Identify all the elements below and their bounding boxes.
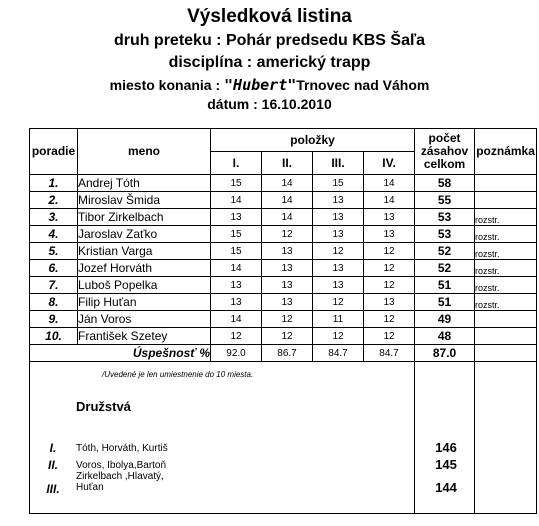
score-round-2-cell: 13 — [262, 294, 313, 311]
table-row — [30, 311, 537, 328]
rank-cell: 8. — [30, 294, 78, 311]
col-round-3-header: III. — [313, 152, 364, 175]
team-rank-3: III. — [46, 482, 60, 496]
score-round-3-cell: 13 — [313, 192, 364, 209]
total-cell: 52 — [415, 260, 475, 277]
success-row — [30, 345, 537, 362]
document-title: Výsledková listina — [187, 6, 352, 27]
success-round-3: 84.7 — [313, 345, 364, 362]
score-round-4-cell: 14 — [364, 192, 415, 209]
name-cell: Ján Voros — [78, 311, 211, 328]
total-cell: 58 — [415, 175, 475, 192]
discipline: disciplína : americký trapp — [168, 54, 371, 71]
note-cell — [475, 311, 537, 328]
score-round-4-cell: 12 — [364, 311, 415, 328]
table-row — [30, 294, 537, 311]
score-round-1-cell: 14 — [211, 311, 262, 328]
name-cell: Andrej Tóth — [78, 175, 211, 192]
rank-cell: 6. — [30, 260, 78, 277]
score-round-2-cell: 14 — [262, 192, 313, 209]
team-rank-1: I. — [49, 441, 57, 455]
total-cell: 48 — [415, 328, 475, 345]
score-round-1-cell: 14 — [211, 192, 262, 209]
teams-total-cell — [415, 362, 475, 514]
rank-cell: 5. — [30, 243, 78, 260]
team-members-1: Tóth, Horváth, Kurtiš — [76, 443, 168, 454]
total-cell: 53 — [415, 209, 475, 226]
venue-place: Trnovec nad Váhom — [296, 77, 430, 93]
note-cell: rozstr. — [475, 209, 537, 226]
note-cell: rozstr. — [475, 294, 537, 311]
score-round-3-cell: 11 — [313, 311, 364, 328]
venue-club: "Hubert" — [224, 76, 297, 94]
success-round-2: 86.7 — [262, 345, 313, 362]
score-round-2-cell: 13 — [262, 277, 313, 294]
col-round-2-header: II. — [262, 152, 313, 175]
rank-cell: 3. — [30, 209, 78, 226]
score-round-4-cell: 13 — [364, 209, 415, 226]
teams-title: Družstvá — [76, 399, 131, 414]
table-row — [30, 277, 537, 294]
venue-line — [0, 76, 539, 94]
name-cell: Jaroslav Zaťko — [78, 226, 211, 243]
note-cell: rozstr. — [475, 243, 537, 260]
name-cell: Kristian Varga — [78, 243, 211, 260]
team-total-1: 146 — [435, 440, 457, 455]
name-cell: Tibor Zirkelbach — [78, 209, 211, 226]
total-cell: 55 — [415, 192, 475, 209]
table-row — [30, 328, 537, 345]
note-cell — [475, 175, 537, 192]
col-rank-header: poradie — [30, 129, 78, 175]
team-members-2: Voros, Ibolya,Bartoň — [76, 460, 167, 471]
col-items-header: položky — [211, 129, 415, 152]
name-cell: Filip Huťan — [78, 294, 211, 311]
score-round-4-cell: 14 — [364, 175, 415, 192]
name-cell: František Szetey — [78, 328, 211, 345]
teams-cell — [30, 362, 415, 514]
team-rank-2: II. — [47, 458, 58, 472]
rank-cell: 2. — [30, 192, 78, 209]
teams-note-cell — [475, 362, 537, 514]
col-name-header: meno — [78, 129, 211, 175]
score-round-3-cell: 15 — [313, 175, 364, 192]
score-round-1-cell: 13 — [211, 277, 262, 294]
name-cell: Jozef Horváth — [78, 260, 211, 277]
rank-cell: 10. — [30, 328, 78, 345]
success-label: Úspešnosť % — [30, 345, 211, 362]
score-round-1-cell: 14 — [211, 260, 262, 277]
note-cell — [475, 192, 537, 209]
venue-prefix: miesto konania : — [109, 77, 225, 93]
score-round-1-cell: 13 — [211, 209, 262, 226]
score-round-1-cell: 15 — [211, 226, 262, 243]
table-row — [30, 226, 537, 243]
table-row — [30, 243, 537, 260]
table-row — [30, 192, 537, 209]
score-round-2-cell: 12 — [262, 226, 313, 243]
footnote: /Uvedené je len umiestnenie do 10 miesta. — [102, 370, 254, 379]
success-note — [475, 345, 537, 362]
rank-cell: 4. — [30, 226, 78, 243]
score-round-2-cell: 12 — [262, 328, 313, 345]
total-cell: 51 — [415, 277, 475, 294]
success-round-4: 84.7 — [364, 345, 415, 362]
score-round-4-cell: 12 — [364, 328, 415, 345]
score-round-1-cell: 13 — [211, 294, 262, 311]
score-round-4-cell: 12 — [364, 243, 415, 260]
col-total-header: počet zásahov celkom — [415, 129, 475, 175]
results-table — [29, 128, 537, 514]
score-round-3-cell: 13 — [313, 260, 364, 277]
rank-cell: 9. — [30, 311, 78, 328]
table-row — [30, 175, 537, 192]
score-round-1-cell: 15 — [211, 175, 262, 192]
score-round-1-cell: 12 — [211, 328, 262, 345]
score-round-2-cell: 13 — [262, 260, 313, 277]
note-cell — [475, 328, 537, 345]
score-round-4-cell: 12 — [364, 260, 415, 277]
score-round-4-cell: 12 — [364, 277, 415, 294]
event-date: dátum : 16.10.2010 — [207, 96, 332, 112]
col-round-4-header: IV. — [364, 152, 415, 175]
score-round-2-cell: 14 — [262, 175, 313, 192]
score-round-4-cell: 13 — [364, 226, 415, 243]
table-row — [30, 209, 537, 226]
score-round-2-cell: 14 — [262, 209, 313, 226]
total-cell: 49 — [415, 311, 475, 328]
score-round-2-cell: 12 — [262, 311, 313, 328]
results-body — [30, 175, 537, 345]
note-cell: rozstr. — [475, 226, 537, 243]
team-total-2: 145 — [435, 457, 457, 472]
score-round-3-cell: 12 — [313, 328, 364, 345]
success-total: 87.0 — [415, 345, 475, 362]
team-members-3: Zirkelbach ,Hlavatý, Huťan — [76, 471, 164, 493]
score-round-2-cell: 13 — [262, 243, 313, 260]
success-round-1: 92.0 — [211, 345, 262, 362]
table-row — [30, 260, 537, 277]
score-round-3-cell: 13 — [313, 209, 364, 226]
competition-type: druh preteku : Pohár predsedu KBS Šaľa — [113, 32, 426, 49]
total-cell: 51 — [415, 294, 475, 311]
col-note-header: poznámka — [475, 129, 537, 175]
score-round-4-cell: 13 — [364, 294, 415, 311]
name-cell: Luboš Popelka — [78, 277, 211, 294]
note-cell: rozstr. — [475, 260, 537, 277]
total-cell: 52 — [415, 243, 475, 260]
team-total-3: 144 — [435, 480, 457, 495]
score-round-3-cell: 12 — [313, 243, 364, 260]
rank-cell: 1. — [30, 175, 78, 192]
note-cell: rozstr. — [475, 277, 537, 294]
col-round-1-header: I. — [211, 152, 262, 175]
rank-cell: 7. — [30, 277, 78, 294]
score-round-1-cell: 15 — [211, 243, 262, 260]
score-round-3-cell: 12 — [313, 294, 364, 311]
teams-section — [30, 362, 537, 514]
score-round-3-cell: 13 — [313, 277, 364, 294]
score-round-3-cell: 13 — [313, 226, 364, 243]
name-cell: Miroslav Šmida — [78, 192, 211, 209]
total-cell: 53 — [415, 226, 475, 243]
